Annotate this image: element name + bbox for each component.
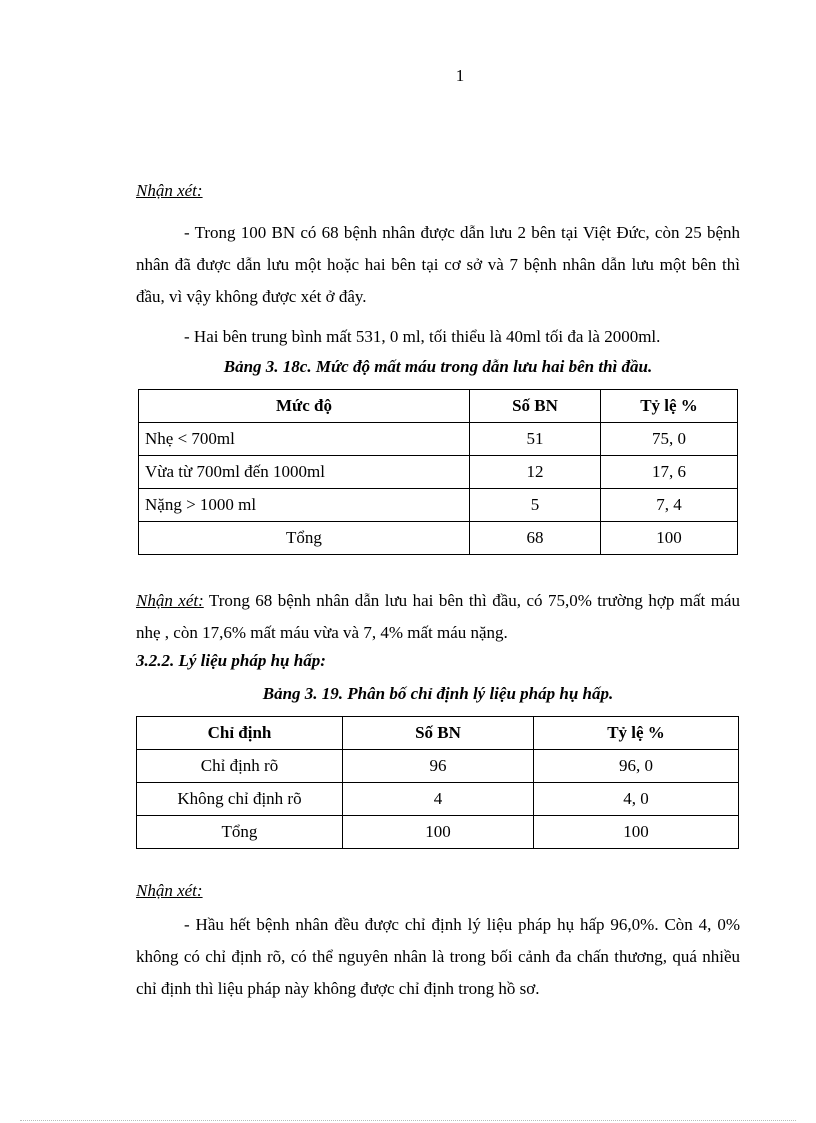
remark-text: Trong 68 bệnh nhân dẫn lưu hai bên thì đầu, có 75,0% trường hợp mất máu nhẹ , còn 17,6% mất máu vừa và 7, 4% mất máu nặng. (136, 591, 740, 642)
paragraph: - Hai bên trung bình mất 531, 0 ml, tối thiểu là 40ml tối đa là 2000ml. (184, 327, 661, 346)
table-cell: 75, 0 (601, 423, 738, 456)
table-row (139, 489, 738, 522)
table-cell: Tổng (139, 522, 470, 555)
page-number: 1 (455, 66, 465, 85)
table-cell: 68 (470, 522, 601, 555)
table-cell: 4, 0 (534, 783, 739, 816)
table-cell: 51 (470, 423, 601, 456)
paragraph: - Trong 100 BN có 68 bệnh nhân được dẫn lưu 2 bên tại Việt Đức, còn 25 bệnh nhân đã được dẫn lưu một hoặc hai bên tại cơ sở và 7 bệnh nhân dẫn lưu một bên thì đầu, vì vậy không được xét ở đây. (136, 223, 740, 306)
table-cell: 5 (470, 489, 601, 522)
table-row (139, 423, 738, 456)
table-cell: Nhẹ < 700ml (139, 423, 470, 456)
table-header-row (137, 717, 739, 750)
table-cell: Nặng > 1000 ml (139, 489, 470, 522)
table-cell: 100 (343, 816, 534, 849)
table-caption: Bảng 3. 19. Phân bố chỉ định lý liệu pháp hụ hấp. (262, 684, 614, 703)
table-row (139, 522, 738, 555)
remark-label: Nhận xét: (136, 591, 204, 610)
table-cell: Chỉ định rõ (137, 750, 343, 783)
table-row (139, 456, 738, 489)
table-cell: 100 (601, 522, 738, 555)
table-cell: 17, 6 (601, 456, 738, 489)
page-divider (20, 1120, 796, 1121)
section-heading: 3.2.2. Lý liệu pháp hụ hấp: (136, 651, 326, 670)
table-header-cell: Chỉ định (137, 717, 343, 750)
table-row (137, 783, 739, 816)
data-table (136, 716, 739, 849)
table-cell: 96 (343, 750, 534, 783)
remark-label: Nhận xét: (136, 881, 203, 900)
table-row (137, 816, 739, 849)
table-cell: 12 (470, 456, 601, 489)
table-header-cell: Số BN (343, 717, 534, 750)
table-cell: 100 (534, 816, 739, 849)
table-cell: 7, 4 (601, 489, 738, 522)
paragraph (136, 585, 740, 649)
table-cell: Không chỉ định rõ (137, 783, 343, 816)
table-header-cell: Tỷ lệ % (601, 390, 738, 423)
table-cell: Vừa từ 700ml đến 1000ml (139, 456, 470, 489)
table-cell: Tổng (137, 816, 343, 849)
paragraph: - Hầu hết bệnh nhân đều được chỉ định lý liệu pháp hụ hấp 96,0%. Còn 4, 0% không có chỉ định rõ, có thể nguyên nhân là trong bối cảnh đa chấn thương, quá nhiều chỉ định thì liệu pháp này không được chỉ định trong hồ sơ. (136, 915, 740, 998)
table-caption: Bảng 3. 18c. Mức độ mất máu trong dẫn lưu hai bên thì đầu. (223, 357, 653, 376)
data-table (138, 389, 738, 555)
table-header-cell: Mức độ (139, 390, 470, 423)
table-row (137, 750, 739, 783)
table-header-cell: Số BN (470, 390, 601, 423)
table-header-cell: Tỷ lệ % (534, 717, 739, 750)
remark-label: Nhận xét: (136, 181, 203, 200)
table-header-row (139, 390, 738, 423)
table-cell: 4 (343, 783, 534, 816)
table-cell: 96, 0 (534, 750, 739, 783)
